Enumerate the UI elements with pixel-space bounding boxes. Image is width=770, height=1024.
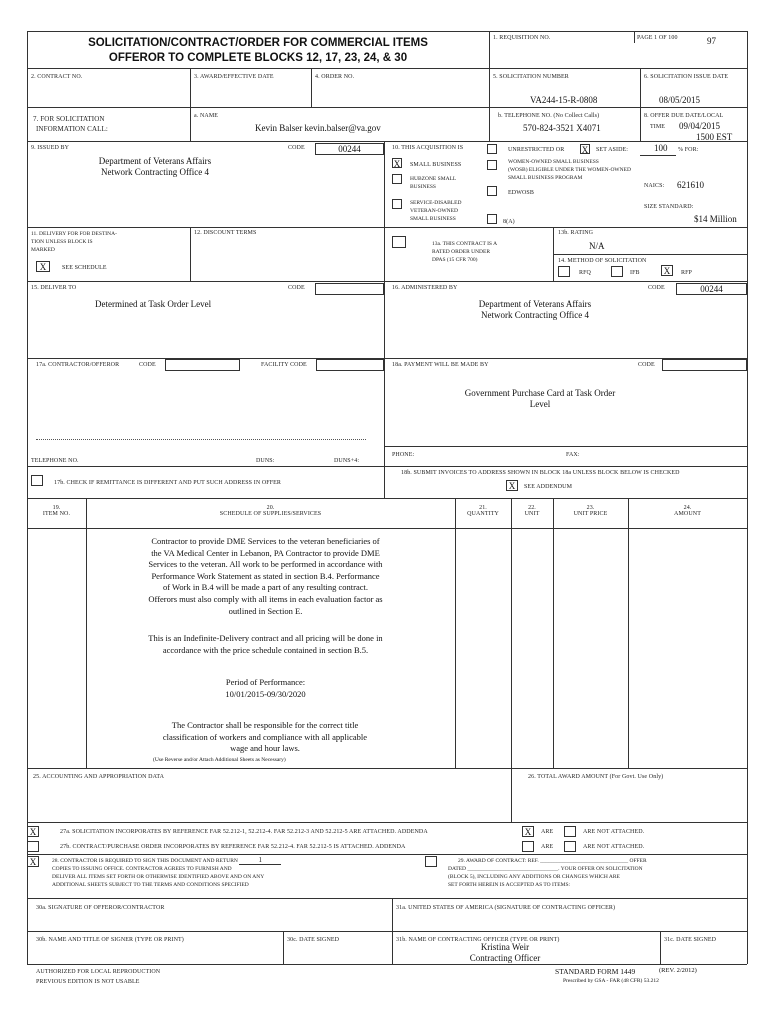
rule-v-b31: [392, 898, 393, 964]
b2-label: 2. CONTRACT NO.: [31, 74, 83, 80]
b5-label: 5. SOLICITATION NUMBER: [493, 74, 569, 80]
sdvosb-line1: SERVICE-DISABLED: [410, 200, 462, 206]
form-title: [27, 36, 489, 66]
b31b-signer: [440, 942, 570, 964]
b29-line2: DATED _________________________________. YOUR OFFER ON SOLICITATION: [448, 866, 643, 872]
set-aside-underline: [640, 155, 676, 156]
b26-label: 26. TOTAL AWARD AMOUNT (For Govt. Use Only): [528, 774, 664, 780]
col24-num: 24.: [683, 505, 692, 511]
sdvosb-line3: SMALL BUSINESS: [410, 216, 456, 222]
col21-header: [455, 505, 511, 517]
reverse-note: (Use Reverse and/or Attach Additional Sheets as Necessary): [153, 757, 286, 763]
wosb-checkbox[interactable]: [487, 160, 497, 170]
footer-prev: PREVIOUS EDITION IS NOT USABLE: [36, 979, 140, 985]
page-total: 97: [707, 36, 716, 46]
schedule-paragraph-2: This is an Indefinite-Delivery contract and all pricing will be done in accordance with the price schedule contained in section B.5.: [148, 633, 383, 655]
b9-label: 9. ISSUED BY: [31, 145, 70, 151]
rule-v-b3: [190, 68, 191, 107]
b8-label: 8. OFFER DUE DATE/LOCAL: [644, 113, 724, 119]
sdvosb-label: [410, 199, 462, 223]
rule-row11: [27, 822, 747, 823]
b13b-value: N/A: [589, 241, 605, 251]
eight-a-label: 8(A): [503, 219, 515, 225]
rule-row2: [27, 107, 747, 108]
form-title-line2: OFFEROR TO COMPLETE BLOCKS 12, 17, 23, 24, & 30: [108, 52, 408, 64]
b17a-code-box: [165, 359, 240, 371]
set-aside-check: X: [581, 145, 589, 155]
b31b-label: 31b. NAME OF CONTRACTING OFFICER (TYPE OR PRINT): [396, 937, 560, 943]
naics-label: NAICS:: [644, 183, 665, 189]
col21-label: QUANTITY: [467, 511, 499, 517]
b7a-label: a. NAME: [194, 113, 219, 119]
b27b-are-not-label: ARE NOT ATTACHED.: [583, 844, 645, 850]
b29-line1: 29. AWARD OF CONTRACT: REF. ________________________________ OFFER: [458, 858, 647, 864]
wosb-line3: SMALL BUSINESS PROGRAM: [508, 175, 583, 181]
rule-v-b7b: [489, 107, 490, 141]
b31c-label: 31c. DATE SIGNED: [664, 937, 717, 943]
b29-line4: SET FORTH HEREIN IS ACCEPTED AS TO ITEMS:: [448, 882, 571, 888]
b9-code-box: [315, 143, 384, 155]
rule-row4b: [384, 227, 747, 228]
col19-num: 19.: [52, 505, 61, 511]
unrestricted-label: UNRESTRICTED OR: [508, 147, 565, 153]
schedule-paragraph-4: The Contractor shall be responsible for the correct title classification of workers and compliance with all applicable wage and hour laws.: [162, 720, 368, 754]
rule-v-b5: [489, 68, 490, 107]
rfp-checkbox[interactable]: [661, 265, 673, 276]
facility-code-label: FACILITY CODE: [261, 362, 307, 368]
b3-label: 3. AWARD/EFFECTIVE DATE: [194, 74, 274, 80]
rule-v-b4: [311, 68, 312, 107]
b15-label: 15. DELIVER TO: [31, 285, 77, 291]
b27a-label: 27a. SOLICITATION INCORPORATES BY REFERENCE FAR 52.212-1, 52.212-4. FAR 52.212-3 AND 52.212-5 ARE ATTACHED. ADDENDA: [60, 829, 428, 835]
see-schedule-check: X: [39, 262, 47, 272]
pct-for-label: % FOR:: [678, 147, 699, 153]
b9-line1: Department of Veterans Affairs: [98, 156, 212, 166]
b15-code-box: [315, 283, 384, 295]
b27a-are-not-label: ARE NOT ATTACHED.: [583, 829, 645, 835]
rule-top: [27, 31, 747, 32]
b16-code-label: CODE: [648, 285, 665, 291]
small-business-check: X: [393, 159, 401, 169]
eight-a-checkbox[interactable]: [487, 214, 497, 224]
b7-label-1: 7. FOR SOLICITATION: [33, 115, 105, 123]
b16-code: 00244: [700, 284, 723, 294]
b28-line2: COPIES TO ISSUING OFFICE. CONTRACTOR AGREES TO FURNISH AND: [52, 866, 232, 872]
fax-label: FAX:: [566, 452, 580, 458]
rule-18a-phone: [384, 446, 747, 447]
b18a-address: [420, 388, 660, 410]
col19-label: ITEM NO.: [42, 511, 71, 517]
b29-line3: (BLOCK 5), INCLUDING ANY ADDITIONS OR CHANGES WHICH ARE: [448, 874, 620, 880]
col23-header: [553, 505, 628, 517]
b27a-are-label: ARE: [541, 829, 554, 835]
b16-line2: Network Contracting Office 4: [480, 310, 590, 320]
b27b-checkbox[interactable]: [27, 841, 39, 852]
col22-header: [511, 505, 553, 517]
col24-label: AMOUNT: [674, 511, 701, 517]
b11-line1: 11. DELIVERY FOR FOB DESTINA-: [31, 231, 117, 237]
b28-check: X: [29, 857, 37, 867]
telephone-label: TELEPHONE NO.: [31, 458, 79, 464]
sdvosb-checkbox[interactable]: [392, 199, 402, 209]
see-addendum-check: X: [508, 481, 516, 491]
b1-label: 1. REQUISITION NO.: [493, 35, 551, 41]
b27a-checkbox[interactable]: [27, 826, 39, 837]
col20-header: [86, 505, 455, 517]
footer-form: STANDARD FORM 1449: [555, 967, 636, 976]
rfp-check: X: [663, 266, 671, 276]
set-aside-pct: 100: [654, 143, 668, 153]
duns4-label: DUNS+4:: [334, 458, 360, 464]
b13a-line3: DPAS (15 CFR 700): [432, 257, 478, 263]
sdvosb-line2: VETERAN-OWNED: [410, 208, 458, 214]
hubzone-line1: HUBZONE SMALL: [410, 176, 457, 182]
rule-v-b1: [489, 31, 490, 68]
b13a-checkbox[interactable]: [392, 236, 406, 248]
address-dotted-line: [36, 439, 366, 440]
b27b-are-checkbox[interactable]: [522, 841, 534, 852]
b16-line1: Department of Veterans Affairs: [478, 299, 592, 309]
rule-row9: [27, 528, 747, 529]
b27a-are-check: X: [524, 827, 532, 837]
b15-code-label: CODE: [288, 285, 305, 291]
schedule-pop-dates: 10/01/2015-09/30/2020: [225, 688, 306, 699]
rule-row4a: [27, 227, 384, 228]
form-title-line1: SOLICITATION/CONTRACT/ORDER FOR COMMERCIAL ITEMS: [88, 37, 428, 49]
rule-right: [747, 31, 748, 964]
b7b-value: 570-824-3521 X4071: [523, 123, 601, 133]
b18a-line1: Government Purchase Card at Task Order: [464, 388, 616, 398]
b31a-label: 31a. UNITED STATES OF AMERICA (SIGNATURE OF CONTRACTING OFFICER): [396, 905, 616, 911]
set-aside-label: SET ASIDE:: [596, 147, 629, 153]
b27b-are-not-checkbox[interactable]: [564, 841, 576, 852]
b27a-check: X: [29, 827, 37, 837]
rule-v-col21: [455, 498, 456, 768]
edwosb-checkbox[interactable]: [487, 186, 497, 196]
footer-prescribed: Prescribed by GSA - FAR (48 CFR) 53.212: [563, 978, 659, 984]
rule-v-col23: [553, 498, 554, 768]
b30a-label: 30a. SIGNATURE OF OFFEROR/CONTRACTOR: [36, 905, 165, 911]
rule-v-b6: [640, 68, 641, 141]
rule-row5: [27, 281, 747, 282]
rule-v-page: [634, 31, 635, 43]
rule-row3: [27, 141, 747, 142]
b18a-line2: Level: [529, 399, 551, 409]
b7b-label: b. TELEPHONE NO. (No Collect Calls): [498, 113, 600, 119]
b16-label: 16. ADMINISTERED BY: [392, 285, 458, 291]
col23-label: UNIT PRICE: [573, 511, 608, 517]
small-business-label: SMALL BUSINESS: [410, 162, 462, 168]
col24-header: [628, 505, 747, 517]
rule-v-col22: [511, 498, 512, 822]
wosb-line2: (WOSB) ELIGIBLE UNDER THE WOMEN-OWNED: [508, 167, 631, 173]
b12-label: 12. DISCOUNT TERMS: [194, 230, 257, 236]
b8-time-label: TIME: [650, 124, 666, 130]
b27a-are-checkbox[interactable]: [522, 826, 534, 837]
b13a-line2: RATED ORDER UNDER: [432, 249, 491, 255]
b6-value: 08/05/2015: [659, 95, 701, 105]
schedule-paragraph-1: Contractor to provide DME Services to the veteran beneficiaries of the VA Medical Center in Lebanon, PA Contractor to provide DME Services to the veteran. All work to be performed in accordance with Performance Work Statement as stated in section B.4. Performance of Work in B.4 will be made a part of any resulting contract. Offerors must also comply with all items in each evaluation factor as outlined in Section E.: [148, 536, 383, 616]
see-addendum-label: SEE ADDENDUM: [524, 484, 573, 490]
b9-line2: Network Contracting Office 4: [100, 167, 210, 177]
schedule-pop-label: Period of Performance:: [225, 677, 306, 687]
wosb-line1: WOMEN-OWNED SMALL BUSINESS: [508, 159, 599, 165]
hubzone-line2: BUSINESS: [410, 184, 436, 190]
set-aside-checkbox[interactable]: [580, 144, 590, 154]
ifb-label: IFB: [630, 270, 640, 276]
b15-value: Determined at Task Order Level: [95, 299, 212, 309]
wosb-label: [508, 158, 631, 182]
rfq-checkbox[interactable]: [558, 266, 570, 277]
hubzone-checkbox[interactable]: [392, 174, 402, 184]
b31b-name: Kristina Weir: [480, 942, 530, 952]
b29-checkbox[interactable]: [425, 856, 437, 867]
rule-row8: [27, 498, 747, 499]
b13a-line1: 13a. THIS CONTRACT IS A: [432, 241, 498, 247]
small-business-checkbox[interactable]: [392, 158, 402, 168]
col21-num: 21.: [479, 505, 487, 511]
rule-row15: [27, 964, 747, 965]
b17a-code-label: CODE: [139, 362, 156, 368]
b30c-label: 30c. DATE SIGNED: [287, 937, 340, 943]
b28-line3: DELIVER ALL ITEMS SET FORTH OR OTHERWISE IDENTIFIED ABOVE AND ON ANY: [52, 874, 265, 880]
b17a-label: 17a. CONTRACTOR/OFFEROR: [36, 362, 120, 368]
rule-row12: [27, 854, 747, 855]
b5-value: VA244-15-R-0808: [530, 95, 598, 105]
b7a-value: Kevin Balser kevin.balser@va.gov: [255, 123, 381, 133]
b16-address: [430, 299, 640, 321]
rule-v-col24: [628, 498, 629, 768]
rule-row13: [27, 898, 747, 899]
naics-value: 621610: [677, 180, 704, 190]
b28-checkbox[interactable]: [27, 856, 39, 867]
b30b-label: 30b. NAME AND TITLE OF SIGNER (TYPE OR PRINT): [36, 937, 184, 943]
rule-row14: [27, 931, 747, 932]
b18a-code-label: CODE: [638, 362, 655, 368]
col19-header: [27, 505, 86, 517]
unrestricted-checkbox[interactable]: [487, 144, 497, 154]
col22-label: UNIT: [524, 511, 540, 517]
b31b-title: Contracting Officer: [469, 953, 541, 963]
b10-label: 10. THIS ACQUISITION IS: [392, 145, 464, 151]
rule-row6: [27, 358, 747, 359]
b6-label: 6. SOLICITATION ISSUE DATE: [644, 74, 729, 80]
rfp-label: RFP: [681, 270, 692, 276]
hubzone-label: [410, 175, 456, 191]
col20-label: SCHEDULE OF SUPPLIES/SERVICES: [219, 511, 322, 517]
size-standard-label: SIZE STANDARD:: [644, 204, 694, 210]
rule-left: [27, 31, 28, 964]
see-addendum-checkbox[interactable]: [506, 480, 518, 491]
b28-line1-text: 28. CONTRACTOR IS REQUIRED TO SIGN THIS DOCUMENT AND RETURN: [52, 858, 238, 864]
b18a-code-box: [662, 359, 747, 371]
duns-label: DUNS:: [256, 458, 275, 464]
rule-v-b12: [190, 227, 191, 281]
rule-row7: [27, 466, 747, 467]
rule-row1: [27, 68, 747, 69]
footer-auth: AUTHORIZED FOR LOCAL REPRODUCTION: [36, 969, 161, 975]
b28-label: [52, 857, 281, 889]
b11-line2: TION UNLESS BLOCK IS: [31, 239, 93, 245]
b29-label: [448, 857, 647, 889]
b9-address: [60, 156, 250, 178]
edwosb-label: EDWOSB: [508, 190, 534, 196]
rule-v-b31c: [660, 931, 661, 964]
col20-num: 20.: [266, 505, 275, 511]
footer-rev: (REV. 2/2012): [659, 967, 697, 974]
b28-copies: 1: [239, 857, 281, 865]
col23-num: 23.: [586, 505, 595, 511]
rule-v-b30c: [283, 931, 284, 964]
b8-date: 09/04/2015: [679, 121, 721, 131]
b17b-label: 17b. CHECK IF REMITTANCE IS DIFFERENT AND PUT SUCH ADDRESS IN OFFER: [54, 480, 282, 486]
b4-label: 4. ORDER NO.: [315, 74, 355, 80]
b18b-label: 18b. SUBMIT INVOICES TO ADDRESS SHOWN IN BLOCK 18a UNLESS BLOCK BELOW IS CHECKED: [401, 470, 680, 476]
b11-line3: MARKED: [31, 247, 55, 253]
col22-num: 22.: [528, 505, 536, 511]
b28-line4: ADDITIONAL SHEETS SUBJECT TO THE TERMS AND CONDITIONS SPECIFIED: [52, 882, 249, 888]
b27a-are-not-checkbox[interactable]: [564, 826, 576, 837]
rule-v-b7a: [190, 107, 191, 141]
b18a-label: 18a. PAYMENT WILL BE MADE BY: [392, 362, 489, 368]
b14-label: 14. METHOD OF SOLICITATION: [558, 258, 647, 264]
b27b-label: 27b. CONTRACT/PURCHASE ORDER INCORPORATES BY REFERENCE FAR 52.212-4. FAR 52.212-5 IS ATTACHED. ADDENDA: [60, 844, 406, 850]
page-label: PAGE 1 OF 100: [637, 35, 678, 41]
rule-v-mid: [384, 141, 385, 498]
b8-time: 1500 EST: [696, 132, 733, 142]
rule-b14: [553, 254, 747, 255]
see-schedule-checkbox[interactable]: [36, 261, 50, 272]
b25-label: 25. ACCOUNTING AND APPROPRIATION DATA: [33, 774, 165, 780]
b28-line1: [52, 857, 281, 865]
b7-label-2: INFORMATION CALL:: [36, 125, 108, 133]
phone-label: PHONE:: [392, 452, 415, 458]
b16-code-box: [676, 283, 747, 295]
b13a-label: [432, 240, 497, 264]
b9-code: 00244: [338, 144, 361, 154]
b9-code-label: CODE: [288, 145, 305, 151]
b27b-are-label: ARE: [541, 844, 554, 850]
rfq-label: RFQ: [579, 270, 591, 276]
facility-code-box: [316, 359, 384, 371]
see-schedule-label: SEE SCHEDULE: [62, 265, 107, 271]
b17b-checkbox[interactable]: [31, 475, 43, 486]
schedule-paragraph-3: [148, 677, 383, 700]
rule-v-col20: [86, 498, 87, 768]
b11-label: [31, 230, 117, 254]
rule-row10: [27, 768, 747, 769]
b13b-label: 13b. RATING: [558, 230, 594, 236]
ifb-checkbox[interactable]: [611, 266, 623, 277]
size-standard-value: $14 Million: [694, 214, 737, 224]
